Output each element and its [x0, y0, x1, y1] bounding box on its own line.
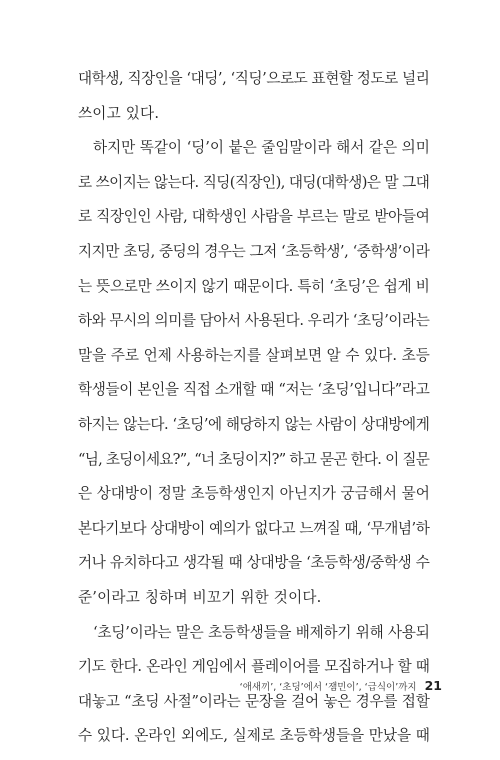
text-line: 로 쓰이지는 않는다. 직딩(직장인), 대딩(대학생)은 말 그대 [78, 173, 430, 191]
text-line: 지지만 초딩, 중딩의 경우는 그저 ‘초등학생’, ‘중학생’이라 [78, 242, 430, 260]
text-line: 준’이라고 칭하며 비꼬기 위한 것이다. [78, 588, 322, 606]
text-line: 대학생, 직장인을 ‘대딩’, ‘직딩’으로도 표현할 정도로 널리 [78, 70, 430, 87]
text-line: 수 있다. 온라인 외에도, 실제로 초등학생들을 만났을 때 [78, 727, 430, 745]
text-line: 하지는 않는다. ‘초딩’에 해당하지 않는 사람이 상대방에게 [78, 415, 430, 433]
page-footer [240, 678, 442, 693]
text-line: 대놓고 “초딩 사절”이라는 문장을 걸어 놓은 경우를 접할 [78, 692, 430, 710]
text-line: 는 뜻으로만 쓰이지 않기 때문이다. 특히 ‘초딩’은 쉽게 비 [78, 277, 430, 295]
page-number: 21 [424, 678, 442, 693]
text-line: 본다기보다 상대방이 예의가 없다고 느껴질 때, ‘무개념’하 [78, 519, 430, 537]
paragraph-start-line: 하지만 똑같이 ‘딩’이 붙은 줄임말이라 해서 같은 의미 [93, 139, 430, 157]
text-line: 로 직장인인 사람, 대학생인 사람을 부르는 말로 받아들여 [78, 208, 430, 226]
text-line: 기도 한다. 온라인 게임에서 플레이어를 모집하거나 할 때 [78, 658, 430, 676]
text-line: 학생들이 본인을 직접 소개할 때 “저는 ‘초딩’입니다”라고 [78, 381, 430, 399]
text-line: 거나 유치하다고 생각될 때 상대방을 ‘초등학생/중학생 수 [78, 554, 430, 572]
text-line: 하와 무시의 의미를 담아서 사용된다. 우리가 ‘초딩’이라는 [78, 312, 430, 330]
paragraph-start-line: ‘초딩’이라는 말은 초등학생들을 배제하기 위해 사용되 [93, 623, 430, 641]
text-line: 말을 주로 언제 사용하는지를 살펴보면 알 수 있다. 초등 [78, 346, 430, 364]
text-line: 쓰이고 있다. [78, 104, 160, 122]
running-title: ‘애새끼’, ‘초딩’에서 ‘잼민이’, ‘급식이’까지 [239, 682, 417, 693]
text-line: 은 상대방이 정말 초등학생인지 아닌지가 궁금해서 물어 [78, 485, 430, 503]
text-line: “님, 초딩이세요?”, “너 초딩이지?” 하고 묻곤 한다. 이 질문 [78, 450, 430, 468]
body-text [78, 62, 430, 754]
